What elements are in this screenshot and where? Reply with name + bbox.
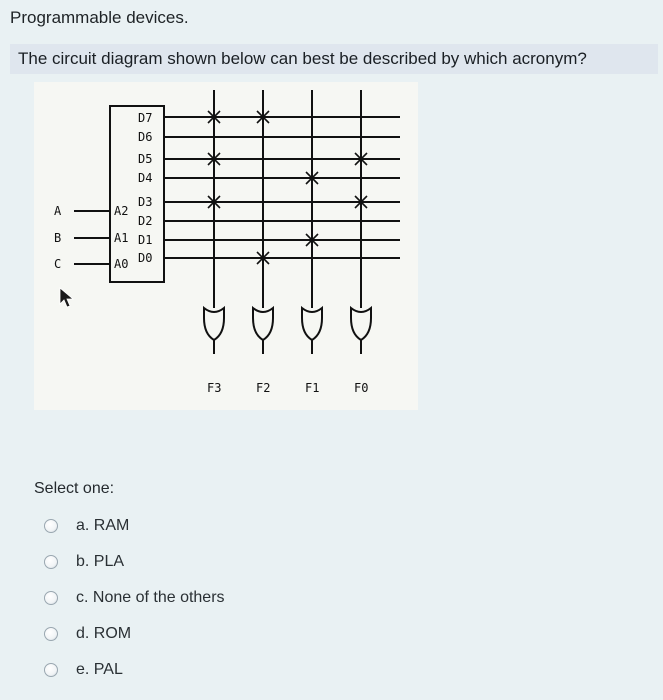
decoder-output-label: D1 xyxy=(138,233,153,247)
option-label: c. None of the others xyxy=(76,589,225,606)
decoder-output-label: D4 xyxy=(138,171,153,185)
radio-button[interactable] xyxy=(44,519,58,533)
decoder-output-label: D6 xyxy=(138,130,153,144)
decoder-output-label: D2 xyxy=(138,214,153,228)
radio-button[interactable] xyxy=(44,591,58,605)
option-b[interactable] xyxy=(44,544,225,580)
circuit-diagram xyxy=(34,82,418,410)
option-d[interactable] xyxy=(44,616,225,652)
select-one-prompt: Select one: xyxy=(34,480,115,497)
option-a[interactable] xyxy=(44,508,225,544)
option-label: a. RAM xyxy=(76,517,130,534)
option-label: b. PLA xyxy=(76,553,125,570)
output-label: F2 xyxy=(256,381,271,395)
option-e[interactable] xyxy=(44,652,225,688)
decoder-input-label: A0 xyxy=(114,257,129,271)
output-label: F0 xyxy=(354,381,369,395)
output-label: F1 xyxy=(305,381,320,395)
decoder-output-label: D7 xyxy=(138,111,153,125)
decoder-output-label: D0 xyxy=(138,251,153,265)
option-label: d. ROM xyxy=(76,625,132,642)
radio-button[interactable] xyxy=(44,627,58,641)
input-label: B xyxy=(54,231,62,245)
input-label: A xyxy=(54,204,62,218)
radio-button[interactable] xyxy=(44,555,58,569)
page-title: Programmable devices. xyxy=(10,8,189,27)
decoder-input-label: A1 xyxy=(114,231,129,245)
input-label: C xyxy=(54,257,62,271)
option-c[interactable] xyxy=(44,580,225,616)
mouse-cursor-icon xyxy=(60,288,73,307)
decoder-block xyxy=(110,106,164,282)
radio-button[interactable] xyxy=(44,663,58,677)
decoder-output-label: D3 xyxy=(138,195,153,209)
option-label: e. PAL xyxy=(76,661,123,678)
output-label: F3 xyxy=(207,381,222,395)
decoder-input-label: A2 xyxy=(114,204,129,218)
answer-options xyxy=(44,508,225,688)
question-text: The circuit diagram shown below can best be described by which acronym? xyxy=(10,44,658,74)
decoder-output-label: D5 xyxy=(138,152,153,166)
